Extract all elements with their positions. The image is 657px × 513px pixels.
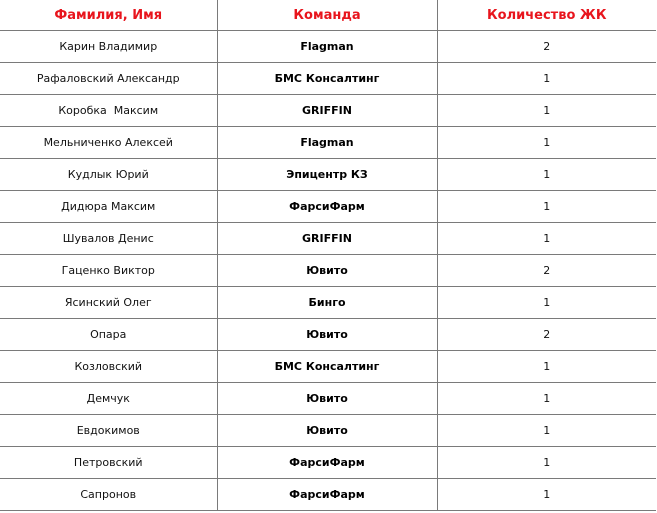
card-count-cell: 1 xyxy=(437,127,656,159)
table-row xyxy=(0,223,656,255)
card-count-cell: 1 xyxy=(437,415,656,447)
card-count-cell: 2 xyxy=(437,319,656,351)
player-name-cell: Рафаловский Александр xyxy=(0,63,217,95)
player-name-cell: Демчук xyxy=(0,383,217,415)
column-header-count: Количество ЖК xyxy=(437,0,656,31)
card-count-cell: 2 xyxy=(437,255,656,287)
team-cell: Эпицентр КЗ xyxy=(217,159,437,191)
card-count-cell: 1 xyxy=(437,159,656,191)
player-name-cell: Дидюра Максим xyxy=(0,191,217,223)
table-body xyxy=(0,31,656,511)
table-row xyxy=(0,383,656,415)
card-count-cell: 1 xyxy=(437,447,656,479)
table-row xyxy=(0,319,656,351)
player-name-cell: Сапронов xyxy=(0,479,217,511)
column-header-name: Фамилия, Имя xyxy=(0,0,217,31)
player-name-cell: Ясинский Олег xyxy=(0,287,217,319)
team-cell: БМС Консалтинг xyxy=(217,351,437,383)
team-cell: Ювито xyxy=(217,415,437,447)
table-row xyxy=(0,287,656,319)
table-row xyxy=(0,255,656,287)
player-name-cell: Шувалов Денис xyxy=(0,223,217,255)
card-count-cell: 2 xyxy=(437,31,656,63)
table-row xyxy=(0,415,656,447)
card-count-cell: 1 xyxy=(437,63,656,95)
team-cell: Ювито xyxy=(217,383,437,415)
team-cell: Flagman xyxy=(217,127,437,159)
team-cell: Ювито xyxy=(217,319,437,351)
team-cell: ФарсиФарм xyxy=(217,447,437,479)
player-name-cell: Козловский xyxy=(0,351,217,383)
card-count-cell: 1 xyxy=(437,95,656,127)
card-count-cell: 1 xyxy=(437,287,656,319)
column-header-team: Команда xyxy=(217,0,437,31)
team-cell: ФарсиФарм xyxy=(217,479,437,511)
player-name-cell: Коробка Максим xyxy=(0,95,217,127)
table-row xyxy=(0,31,656,63)
player-name-cell: Опара xyxy=(0,319,217,351)
team-cell: Flagman xyxy=(217,31,437,63)
table-row xyxy=(0,447,656,479)
table-row xyxy=(0,191,656,223)
card-count-cell: 1 xyxy=(437,223,656,255)
team-cell: Бинго xyxy=(217,287,437,319)
player-name-cell: Мельниченко Алексей xyxy=(0,127,217,159)
player-name-cell: Евдокимов xyxy=(0,415,217,447)
table-row xyxy=(0,127,656,159)
player-name-cell: Карин Владимир xyxy=(0,31,217,63)
team-cell: GRIFFIN xyxy=(217,95,437,127)
table-row xyxy=(0,63,656,95)
table-row xyxy=(0,479,656,511)
table-header xyxy=(0,0,656,31)
player-name-cell: Кудлык Юрий xyxy=(0,159,217,191)
card-count-cell: 1 xyxy=(437,351,656,383)
team-cell: ФарсиФарм xyxy=(217,191,437,223)
card-count-cell: 1 xyxy=(437,479,656,511)
team-cell: GRIFFIN xyxy=(217,223,437,255)
table-row xyxy=(0,351,656,383)
header-row xyxy=(0,0,656,31)
player-name-cell: Петровский xyxy=(0,447,217,479)
team-cell: Ювито xyxy=(217,255,437,287)
player-name-cell: Гаценко Виктор xyxy=(0,255,217,287)
team-cell: БМС Консалтинг xyxy=(217,63,437,95)
table-row xyxy=(0,95,656,127)
table-row xyxy=(0,159,656,191)
card-count-cell: 1 xyxy=(437,383,656,415)
card-count-cell: 1 xyxy=(437,191,656,223)
